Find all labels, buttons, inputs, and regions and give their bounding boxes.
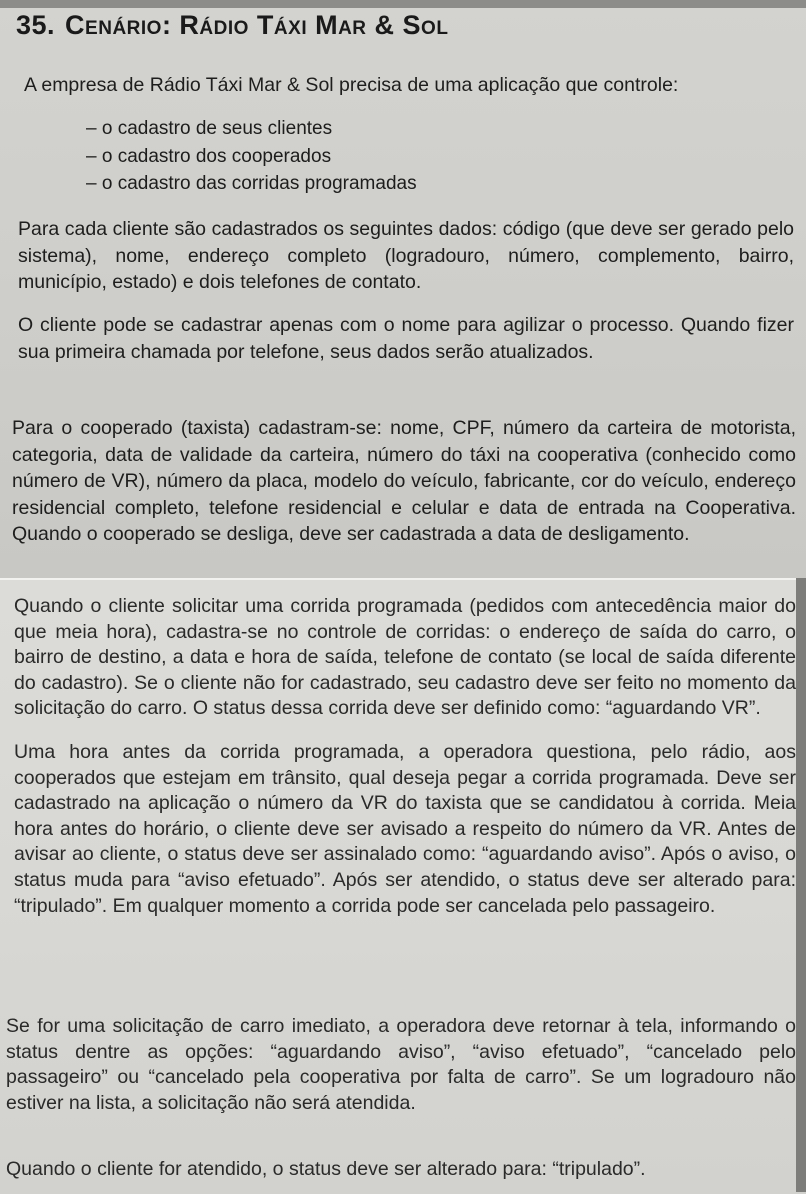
list-item: – o cadastro de seus clientes xyxy=(86,115,417,143)
list-item: – o cadastro dos cooperados xyxy=(86,143,417,171)
client-quick-register-paragraph: O cliente pode se cadastrar apenas com o nome para agilizar o processo. Quando fizer sua primeira chamada por telefone, seus dados serão atualizados. xyxy=(18,314,794,363)
immediate-request-paragraph: Se for uma solicitação de carro imediato, a operadora deve retornar à tela, informando o status dentre as opções: “aguardando aviso”, “aviso efetuado”, “cancelado pelo passageiro” ou “cancelado pela cooperativa por falta de carro”. Se um logradouro não estiver na lista, a solicitação não será atendida. xyxy=(6,1015,796,1114)
attended-paragraph: Quando o cliente for atendido, o status deve ser alterado para: “tripulado”. xyxy=(6,1158,646,1180)
list-item: – o cadastro das corridas programadas xyxy=(86,170,417,198)
control-list xyxy=(86,115,417,198)
scenario-title: Cenário: Rádio Táxi Mar & Sol xyxy=(65,10,449,40)
scenario-number: 35. xyxy=(16,10,56,40)
page-top-shadow xyxy=(0,0,806,8)
scheduled-ride-paragraph: Quando o cliente solicitar uma corrida programada (pedidos com antecedência maior do que meia hora), cadastra-se no controle de corridas: o endereço de saída do carro, o bairro de destino, a data e hora de saída, telefone de contato (se local de saída diferente do cadastro). Se o cliente não for cadastrado, seu cadastro deve ser feito no momento da solicitação do carro. O status dessa corrida deve ser definido como: “aguardando VR”. xyxy=(14,595,796,720)
page-right-edge xyxy=(796,578,806,1192)
client-data-paragraph: Para cada cliente são cadastrados os seguintes dados: código (que deve ser gerado pelo sistema), nome, endereço completo (logradouro, número, complemento, bairro, município, estado) e dois telefones de contato. xyxy=(18,218,794,293)
ride-status-paragraph: Uma hora antes da corrida programada, a operadora questiona, pelo rádio, aos cooperados que estejam em trânsito, qual deseja pegar a corrida programada. Deve ser cadastrado na aplicação o número da VR do taxista que se candidatou à corrida. Meia hora antes do horário, o cliente deve ser avisado a respeito do número da VR. Antes de avisar ao cliente, o status deve ser assinalado como: “aguardando aviso”. Após o aviso, o status muda para “aviso efetuado”. Após ser atendido, o status deve ser alterado para: “tripulado”. Em qualquer momento a corrida pode ser cancelada pelo passageiro. xyxy=(14,741,796,917)
intro-paragraph: A empresa de Rádio Táxi Mar & Sol precisa de uma aplicação que controle: xyxy=(24,74,679,96)
cooperado-paragraph: Para o cooperado (taxista) cadastram-se: nome, CPF, número da carteira de motorista, categoria, data de validade da carteira, número do táxi na cooperativa (conhecido como número de VR), número da placa, modelo do veículo, fabricante, cor do veículo, endereço residencial completo, telefone residencial e celular e data de entrada na Cooperativa. Quando o cooperado se desliga, deve ser cadastrada a data de desligamento. xyxy=(12,417,796,546)
scenario-heading xyxy=(16,10,448,41)
